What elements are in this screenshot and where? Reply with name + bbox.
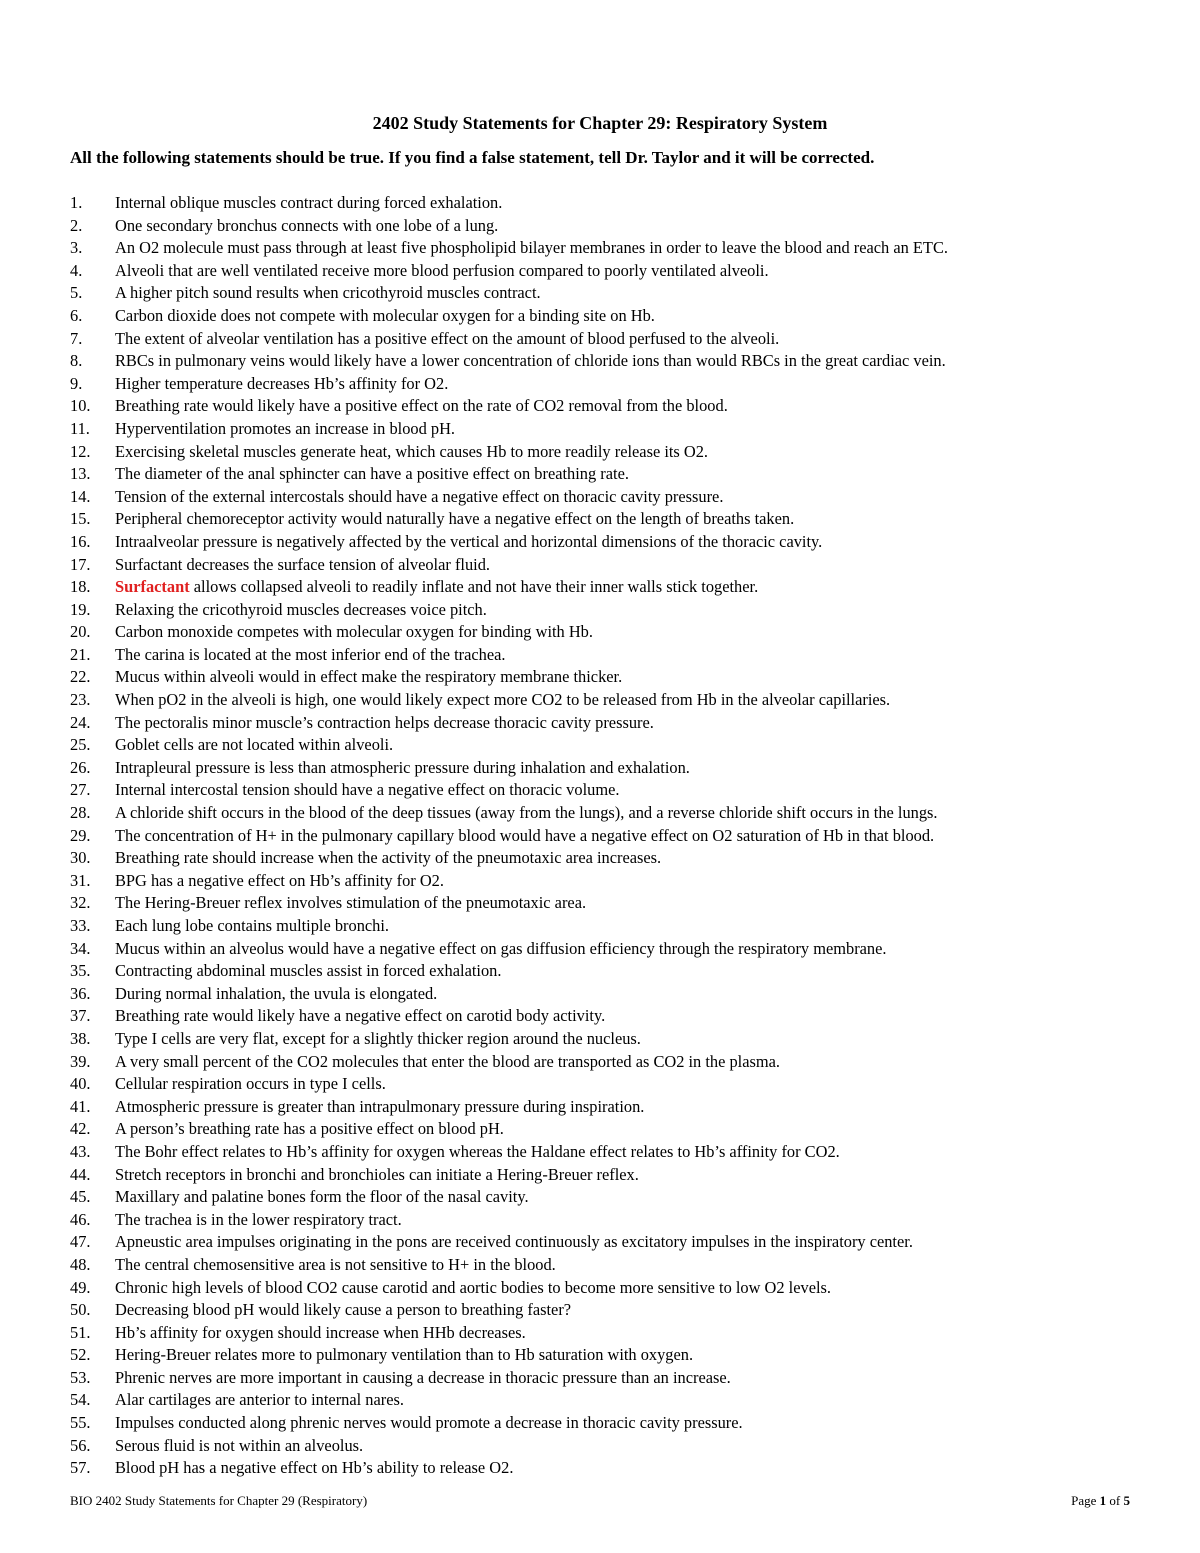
statement-body: Chronic high levels of blood CO2 cause carotid and aortic bodies to become more sensitive to low O2 levels. [115,1277,832,1297]
statement-number: 56. [70,1435,91,1455]
statement-number: 29. [70,825,91,845]
statement-number: 45. [70,1187,91,1207]
statement-number: 19. [70,599,91,619]
statement-text [115,802,938,825]
statement-text [115,960,501,983]
statement-number: 11. [70,418,90,438]
statement-item [70,1073,948,1096]
statement-body: A chloride shift occurs in the blood of the deep tissues (away from the lungs), and a reverse chloride shift occurs in the lungs. [115,803,938,823]
statement-body: Alar cartilages are anterior to internal nares. [115,1390,404,1410]
statement-item [70,350,948,373]
statement-body: The pectoralis minor muscle’s contraction helps decrease thoracic cavity pressure. [115,712,654,732]
statement-number: 31. [70,870,91,890]
statement-body: Serous fluid is not within an alveolus. [115,1435,364,1455]
statement-body: The Hering-Breuer reflex involves stimulation of the pneumotaxic area. [115,893,587,913]
statement-text [115,1457,513,1480]
statement-item [70,1322,948,1345]
statement-number: 41. [70,1096,91,1116]
statement-item [70,757,948,780]
statement-number: 24. [70,712,91,732]
statement-item [70,644,948,667]
statement-item [70,621,948,644]
statement-body: A person’s breathing rate has a positive effect on blood pH. [115,1119,504,1139]
statement-body: Mucus within alveoli would in effect make the respiratory membrane thicker. [115,667,623,687]
statement-item [70,508,948,531]
page-total: 5 [1123,1493,1130,1508]
statement-text [115,915,389,938]
statement-list [70,192,948,1480]
highlighted-term: Surfactant [115,577,190,597]
statement-number: 33. [70,916,91,935]
statement-body: Peripheral chemoreceptor activity would naturally have a negative effect on the length of breaths taken. [115,509,795,529]
statement-number: 26. [70,757,91,777]
statement-body: A higher pitch sound results when cricothyroid muscles contract. [115,283,541,303]
statement-number: 38. [70,1028,91,1048]
statement-text [115,644,505,667]
statement-body: Carbon dioxide does not compete with molecular oxygen for a binding site on Hb. [115,305,655,325]
statement-item [70,1028,948,1051]
statement-number: 25. [70,735,91,755]
statement-number: 9. [70,373,83,393]
statement-number: 36. [70,983,91,1003]
statement-body: Surfactant decreases the surface tension of alveolar fluid. [115,554,490,574]
statement-text [115,441,708,464]
statement-body: The central chemosensitive area is not sensitive to H+ in the blood. [115,1254,556,1274]
statement-number: 27. [70,780,91,800]
statement-text [115,215,498,238]
statement-text [115,1005,605,1028]
statement-number: 23. [70,690,91,710]
statement-body: During normal inhalation, the uvula is elongated. [115,983,438,1003]
statement-item [70,395,948,418]
statement-item [70,486,948,509]
statement-item [70,734,948,757]
statement-number: 35. [70,961,91,981]
statement-body: Relaxing the cricothyroid muscles decreases voice pitch. [115,599,487,619]
statement-body: Hering-Breuer relates more to pulmonary ventilation than to Hb saturation with oxygen. [115,1345,694,1365]
statement-body: Goblet cells are not located within alveoli. [115,735,394,755]
statement-text [115,870,444,893]
statement-number: 44. [70,1164,91,1184]
statement-body: BPG has a negative effect on Hb’s affinity for O2. [115,870,444,890]
statement-number: 12. [70,441,91,461]
statement-body: RBCs in pulmonary veins would likely have a lower concentration of chloride ions than would RBCs in the great cardiac vein. [115,351,946,371]
statement-body: Stretch receptors in bronchi and bronchioles can initiate a Hering-Breuer reflex. [115,1164,639,1184]
statement-text [115,554,490,577]
statement-item [70,554,948,577]
statement-number: 30. [70,848,91,868]
statement-body: Cellular respiration occurs in type I cells. [115,1074,386,1094]
statement-text [115,1254,556,1277]
statement-text [115,373,448,396]
statement-body: Alveoli that are well ventilated receive more blood perfusion compared to poorly ventilated alveoli. [115,260,769,280]
statement-text [115,1389,404,1412]
statement-number: 46. [70,1209,91,1229]
statement-number: 43. [70,1141,91,1161]
statement-number: 57. [70,1458,91,1478]
statement-text [115,1073,386,1096]
instructions: All the following statements should be true. If you find a false statement, tell Dr. Taylor and it will be corrected. [70,148,875,167]
statement-number: 42. [70,1119,91,1139]
statement-item [70,373,948,396]
statement-item [70,192,948,215]
statement-body: Blood pH has a negative effect on Hb’s ability to release O2. [115,1458,514,1478]
statement-number: 32. [70,893,91,913]
statement-text [115,305,655,328]
statement-text [115,576,758,599]
statement-body: Tension of the external intercostals should have a negative effect on thoracic cavity pressure. [115,486,724,506]
statement-text [115,192,502,215]
statement-number: 28. [70,803,91,823]
statement-body: Maxillary and palatine bones form the floor of the nasal cavity. [115,1187,529,1207]
statement-item [70,847,948,870]
statement-text [115,1118,504,1141]
statement-text [115,1186,529,1209]
statement-number: 39. [70,1051,91,1071]
statement-body: The diameter of the anal sphincter can have a positive effect on breathing rate. [115,464,629,484]
statement-number: 51. [70,1322,91,1342]
statement-text [115,282,541,305]
statement-text [115,983,437,1006]
footer-page-number [1071,1492,1130,1510]
statement-text [115,395,728,418]
statement-body: Decreasing blood pH would likely cause a person to breathing faster? [115,1300,572,1320]
statement-item [70,305,948,328]
statement-body: Breathing rate would likely have a negative effect on carotid body activity. [115,1006,606,1026]
statement-body: Intrapleural pressure is less than atmospheric pressure during inhalation and exhalation. [115,757,690,777]
statement-body: Each lung lobe contains multiple bronchi. [115,916,390,935]
statement-text [115,734,393,757]
statement-body: Hyperventilation promotes an increase in blood pH. [115,418,456,438]
statement-item [70,1096,948,1119]
statement-item [70,1005,948,1028]
statement-number: 22. [70,667,91,687]
statement-item [70,576,948,599]
statement-body: The concentration of H+ in the pulmonary capillary blood would have a negative effect on O2 saturation of Hb in that blood. [115,825,935,845]
statement-item [70,237,948,260]
statement-text [115,1322,526,1345]
statement-text [115,666,622,689]
statement-text [115,1209,402,1232]
statement-number: 52. [70,1345,91,1365]
statement-body: Higher temperature decreases Hb’s affinity for O2. [115,373,449,393]
statement-body: Atmospheric pressure is greater than intrapulmonary pressure during inspiration. [115,1096,645,1116]
page-label: Page [1071,1493,1100,1508]
statement-number: 7. [70,328,83,348]
statement-item [70,1435,948,1458]
statement-text [115,1435,363,1458]
statement-number: 4. [70,260,83,280]
statement-text [115,847,661,870]
statement-text [115,1277,831,1300]
statement-item [70,983,948,1006]
statement-text [115,712,654,735]
statement-item [70,870,948,893]
statement-item [70,1051,948,1074]
statement-number: 47. [70,1232,91,1252]
statement-text [115,508,794,531]
statement-number: 13. [70,464,91,484]
statement-item [70,825,948,848]
statement-item [70,1164,948,1187]
statement-number: 37. [70,1006,91,1026]
statement-number: 17. [70,554,91,574]
statement-number: 3. [70,238,83,258]
statement-text [115,1164,639,1187]
statement-body: allows collapsed alveoli to readily inflate and not have their inner walls stick together. [189,577,759,597]
statement-text [115,825,934,848]
statement-item [70,1118,948,1141]
statement-number: 49. [70,1277,91,1297]
statement-number: 50. [70,1300,91,1320]
statement-text [115,260,769,283]
statement-text [115,757,690,780]
statement-number: 2. [70,215,83,235]
statement-item [70,282,948,305]
statement-item [70,1231,948,1254]
statement-text [115,531,822,554]
footer-course-title: BIO 2402 Study Statements for Chapter 29 (Respiratory) [70,1493,368,1508]
statement-body: Contracting abdominal muscles assist in forced exhalation. [115,961,502,981]
statement-item [70,1254,948,1277]
statement-item [70,689,948,712]
statement-item [70,938,948,961]
statement-body: When pO2 in the alveoli is high, one would likely expect more CO2 to be released from Hb in the alveolar capillaries. [115,690,891,710]
statement-item [70,915,948,938]
statement-body: The extent of alveolar ventilation has a positive effect on the amount of blood perfused to the alveoli. [115,328,780,348]
statement-number: 16. [70,531,91,551]
statement-number: 10. [70,396,91,416]
statement-item [70,215,948,238]
statement-number: 1. [70,193,83,212]
statement-item [70,260,948,283]
statement-item [70,1457,948,1480]
statement-body: Phrenic nerves are more important in causing a decrease in thoracic pressure than an increase. [115,1367,731,1387]
statement-body: Internal oblique muscles contract during forced exhalation. [115,193,503,212]
statement-item [70,1209,948,1232]
statement-text [115,892,586,915]
statement-body: The carina is located at the most inferior end of the trachea. [115,644,506,664]
statement-text [115,599,487,622]
statement-text [115,237,948,260]
statement-text [115,938,887,961]
statement-number: 8. [70,351,83,371]
statement-item [70,666,948,689]
statement-number: 55. [70,1413,91,1433]
statement-body: Internal intercostal tension should have a negative effect on thoracic volume. [115,780,620,800]
statement-body: The Bohr effect relates to Hb’s affinity for oxygen whereas the Haldane effect relates to Hb’s affinity for CO2. [115,1141,840,1161]
statement-text [115,1344,693,1367]
statement-item [70,960,948,983]
statement-text [115,328,779,351]
statement-body: Apneustic area impulses originating in the pons are received continuously as excitatory impulses in the inspiratory center. [115,1232,913,1252]
statement-body: Hb’s affinity for oxygen should increase when HHb decreases. [115,1322,526,1342]
statement-body: Mucus within an alveolus would have a negative effect on gas diffusion efficiency through the respiratory membrane. [115,938,887,958]
statement-text [115,350,946,373]
statement-text [115,1367,731,1390]
statement-body: The trachea is in the lower respiratory tract. [115,1209,402,1229]
statement-number: 14. [70,486,91,506]
statement-item [70,712,948,735]
statement-number: 54. [70,1390,91,1410]
statement-body: Impulses conducted along phrenic nerves would promote a decrease in thoracic cavity pressure. [115,1413,743,1433]
statement-body: Breathing rate would likely have a positive effect on the rate of CO2 removal from the blood. [115,396,728,416]
statement-text [115,779,619,802]
statement-item [70,1299,948,1322]
statement-number: 53. [70,1367,91,1387]
statement-item [70,802,948,825]
statement-body: Type I cells are very flat, except for a slightly thicker region around the nucleus. [115,1028,641,1048]
statement-item [70,1277,948,1300]
statement-item [70,1367,948,1390]
statement-body: One secondary bronchus connects with one lobe of a lung. [115,215,499,235]
statement-text [115,1096,644,1119]
statement-text [115,1051,780,1074]
statement-item [70,1141,948,1164]
statement-body: A very small percent of the CO2 molecules that enter the blood are transported as CO2 in the plasma. [115,1051,780,1071]
statement-item [70,1186,948,1209]
statement-body: Exercising skeletal muscles generate heat, which causes Hb to more readily release its O2. [115,441,709,461]
statement-number: 48. [70,1254,91,1274]
statement-item [70,463,948,486]
statement-text [115,1412,743,1435]
statement-text [115,1299,571,1322]
statement-item [70,892,948,915]
statement-number: 18. [70,577,91,597]
statement-item [70,328,948,351]
statement-item [70,441,948,464]
statement-number: 40. [70,1074,91,1094]
statement-text [115,1231,913,1254]
page-title: 2402 Study Statements for Chapter 29: Respiratory System [372,113,828,133]
statement-item [70,418,948,441]
statement-text [115,463,629,486]
statement-item [70,599,948,622]
statement-text [115,1141,840,1164]
statement-item [70,1412,948,1435]
statement-item [70,531,948,554]
statement-item [70,1389,948,1412]
statement-body: Intraalveolar pressure is negatively affected by the vertical and horizontal dimensions of the thoracic cavity. [115,531,823,551]
statement-number: 34. [70,938,91,958]
statement-text [115,621,593,644]
page-of: of [1106,1493,1124,1508]
statement-body: Breathing rate should increase when the activity of the pneumotaxic area increases. [115,848,662,868]
statement-body: Carbon monoxide competes with molecular oxygen for binding with Hb. [115,622,593,642]
statement-text [115,1028,641,1051]
statement-item [70,779,948,802]
statement-text [115,689,890,712]
statement-number: 6. [70,305,83,325]
page-current: 1 [1099,1493,1107,1508]
statement-text [115,418,455,441]
statement-item [70,1344,948,1367]
statement-body: An O2 molecule must pass through at least five phospholipid bilayer membranes in order to leave the blood and reach an ETC. [115,238,948,258]
statement-text [115,486,723,509]
statement-number: 21. [70,644,91,664]
statement-number: 5. [70,283,83,303]
statement-number: 20. [70,622,91,642]
statement-number: 15. [70,509,91,529]
